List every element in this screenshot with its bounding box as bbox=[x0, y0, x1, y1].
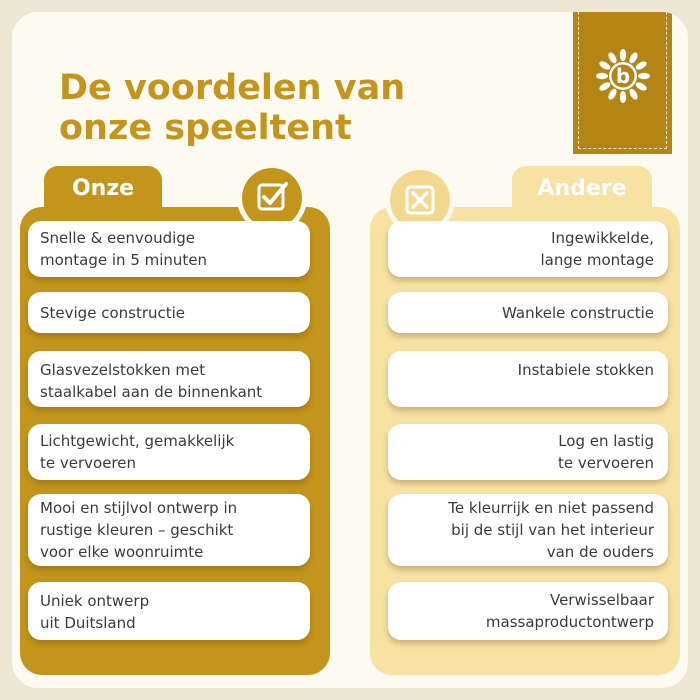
others-item-4: Log en lastig te vervoeren bbox=[388, 424, 668, 480]
others-item-6: Verwisselbaar massaproductontwerp bbox=[388, 582, 668, 640]
others-item-3: Instabiele stokken bbox=[388, 351, 668, 407]
ours-item-4: Lichtgewicht, gemakkelijk te vervoeren bbox=[28, 424, 310, 480]
ours-item-5: Mooi en stijlvol ontwerp in rustige kleuren – geschikt voor elke woonruimte bbox=[28, 494, 310, 566]
page-title: De voordelen van onze speeltent bbox=[59, 68, 406, 148]
others-item-2: Wankele constructie bbox=[388, 292, 668, 333]
others-item-5: Te kleurrijk en niet passend bij de stijl van het interieur van de ouders bbox=[388, 494, 668, 566]
flower-b-icon bbox=[596, 49, 650, 103]
others-item-1: Ingewikkelde, lange montage bbox=[388, 221, 668, 277]
checked-box-icon bbox=[242, 168, 302, 228]
ours-item-6: Uniek ontwerp uit Duitsland bbox=[28, 582, 310, 640]
logo-letter: b bbox=[615, 64, 631, 88]
ours-item-1: Snelle & eenvoudige montage in 5 minuten bbox=[28, 221, 310, 277]
tab-ours: Onze bbox=[44, 166, 162, 214]
brand-ribbon bbox=[573, 12, 672, 154]
tab-others: Andere bbox=[512, 166, 652, 214]
ours-item-2: Stevige constructie bbox=[28, 292, 310, 333]
ours-item-3: Glasvezelstokken met staalkabel aan de binnenkant bbox=[28, 351, 310, 407]
